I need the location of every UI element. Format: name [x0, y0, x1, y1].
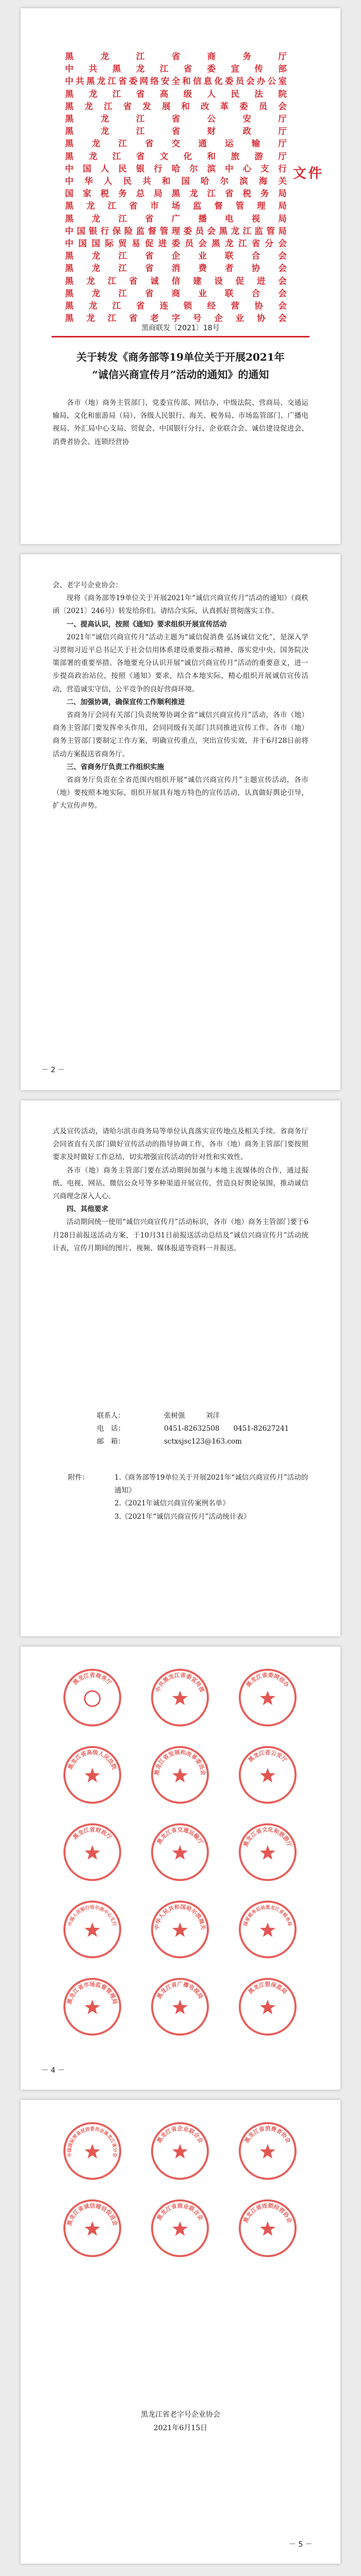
attachment-item: 1.《商务部等19单位关于开展2021年“诚信兴商宣传月”活动的通知》	[114, 1473, 308, 1495]
issue-date: 2021年6月15日	[153, 2424, 208, 2432]
page-1-body	[53, 397, 308, 449]
page-number: － 2 －	[41, 1066, 65, 1074]
seal-text: 黑龙江省消费者协会	[243, 2125, 292, 2144]
seal-star-icon	[260, 1999, 275, 2014]
seal-text: 国家税务总局黑龙江省税务局	[243, 1905, 292, 1927]
document-page-2	[21, 554, 340, 1090]
issuing-agency: 中国银行保险监督管理委员会黑龙江监管局	[65, 226, 287, 236]
page-2-body	[53, 579, 308, 813]
seal-text: 黑龙江省文化和旅游厅	[242, 1826, 293, 1848]
official-seal	[62, 1822, 123, 1883]
document-number: 黑商联发〔2021〕18号	[141, 324, 220, 332]
seal-star-icon	[85, 1922, 100, 1937]
attachment-item: 2.《2021年诚信兴商宣传案例名单》	[114, 1499, 229, 1508]
issuing-agency: 黑龙江省发展和改革委员会	[65, 101, 287, 111]
issuing-agency: 黑龙江省广播电视局	[65, 213, 287, 224]
seal-star-icon	[172, 1690, 188, 1705]
issuing-agency: 黑龙江省交通运输厅	[65, 139, 287, 149]
section-heading: 四、其他要求	[67, 1205, 108, 1214]
contact-row	[53, 1435, 308, 1448]
issuing-agency: 国家税务总局黑龙江省税务局	[65, 189, 287, 199]
seal-text: 黑龙江银保监局	[247, 1980, 289, 1995]
svg-text:黑龙江省高级人民法院	[67, 1749, 119, 1771]
seal-text: 黑龙江省连锁经营协会	[242, 2202, 293, 2224]
official-seal	[150, 1976, 210, 2037]
seal-text: 中国人民银行哈尔滨中心支行	[68, 1905, 117, 1927]
body-paragraph: 活动期间统一使用“诚信兴商宣传月”活动标识，各市（地）商务主管部门要于6月28日前报送活动方案，于10月31日前报送活动总结及“诚信兴商宣传月”活动统计表，宣传月期间的图片、视频、媒体报道等资料一并报送。	[53, 1218, 308, 1252]
seal-star-icon	[172, 1768, 188, 1782]
svg-text:黑龙江省交通运输厅	[155, 1826, 205, 1845]
official-seal	[62, 1899, 123, 1960]
body-paragraph: 各市（地）商务主管部门要在活动期间加强与本地主流媒体的合作，通过报纸、电视、网站、微信公众号等多种渠道开展宣传，营造良好舆论氛围，推动诚信兴商理念深入人心。	[53, 1166, 308, 1201]
body-paragraph: 各市（地）商务主管部门、党委宣传部、网信办、中级法院、营商局、交通运输局、文化和旅游局（局）、各级人民银行、海关、税务局、市场监管部门、广播电视局、外汇局中心支局、贸促会、中国银行分行、企业联合会、诚信建设促进会、消费者协会、连锁经营协	[53, 399, 308, 446]
official-seal	[150, 1667, 210, 1728]
body-paragraph: 会、老字号企业协会：	[53, 581, 122, 589]
issuing-agency: 中华人民共和国哈尔滨海关	[65, 176, 287, 187]
document-type-label: 文件	[293, 166, 324, 181]
seal-star-icon	[260, 1690, 275, 1705]
official-seal	[150, 1822, 210, 1883]
seal-star-icon	[172, 1922, 188, 1937]
seal-text: 黑龙江省高级人民法院	[67, 1749, 118, 1771]
seal-text: 黑龙江省委网信办	[244, 1671, 291, 1689]
seal-text: 中国国际贸易促进委员会黑龙江省分会	[67, 2126, 118, 2158]
seal-star-icon	[172, 2144, 188, 2158]
body-paragraph: 现将《商务部等19单位关于开展2021年“诚信兴商宣传月”活动的通知》（商秩函〔2021〕246号）转发给你们。请结合实际，认真抓好贯彻落实工作。	[53, 594, 308, 616]
title-line-2: “诚信兴商宣传月”活动的通知》的通知	[92, 368, 269, 381]
seal-text: 黑龙江省公安厅	[247, 1749, 289, 1764]
svg-text:黑龙江省商业联合会	[155, 2202, 205, 2222]
issuing-agency: 黑龙江省连锁经营协会	[65, 301, 287, 311]
contact-row	[53, 1410, 308, 1422]
seal-star-icon	[260, 2144, 275, 2158]
attachments-block	[53, 1471, 308, 1523]
document-title	[52, 348, 309, 383]
contact-value: 张树强 刘洋	[164, 1412, 220, 1420]
document-page-1	[21, 8, 340, 544]
official-seal	[62, 2121, 123, 2181]
contact-label: 电 话：	[97, 1425, 125, 1433]
seal-text: 黑龙江省市场监督管理局	[66, 1980, 119, 2005]
seal-star-icon	[172, 2221, 188, 2235]
official-seal	[237, 2121, 298, 2181]
official-seal	[150, 1744, 210, 1805]
official-seal	[62, 2198, 123, 2259]
contact-row	[53, 1422, 308, 1435]
svg-text:黑龙江省连锁经营协会	[242, 2202, 294, 2224]
issuing-agency: 黑龙江省诚信建设促进会	[65, 276, 287, 286]
seal-text: 黑龙江省财政厅	[71, 1826, 113, 1841]
official-seal	[62, 1744, 123, 1805]
final-signature: 黑龙江省老字号企业协会	[141, 2411, 220, 2419]
seal-star-icon	[260, 1768, 275, 1782]
issuing-agency: 中国人民银行哈尔滨中心支行	[65, 163, 287, 174]
seal-star-icon	[85, 2221, 100, 2235]
document-page-3	[21, 1100, 340, 1636]
seal-star-icon	[85, 1768, 100, 1782]
seal-text: 黑龙江省商业联合会	[155, 2202, 205, 2222]
official-seal	[62, 1976, 123, 2037]
official-seal	[150, 2121, 210, 2181]
section-heading: 三、省商务厅负责工作组织实施	[67, 762, 164, 771]
seal-text: 黑龙江省交通运输厅	[155, 1826, 205, 1845]
attachments-label: 附件：	[68, 1473, 89, 1482]
seal-star-icon	[260, 1922, 275, 1937]
body-paragraph: 省商务厅会同有关部门负责统筹协调全省“诚信兴商宣传月”活动，各市（地）商务主管部门要发挥牵头作用，会同同级有关部门共同推进宣传工作。各市（地）商务主管部门要制定工作方案，明确宣传重点，突出宣传实效，并于6月28日前将活动方案报送省商务厅。	[53, 711, 308, 758]
issuing-agency: 黑龙江省消费者协会	[65, 263, 287, 274]
contact-label: 邮 箱：	[97, 1437, 125, 1446]
svg-text:黑龙江省消费者协会	[243, 2125, 292, 2144]
seal-star-icon	[172, 1999, 188, 2014]
svg-text:黑龙江省广播电视局	[155, 1980, 204, 2000]
seal-emblem-icon	[85, 1691, 100, 1706]
section-heading: 一、提高认识，按照《通知》要求组织开展宣传活动	[67, 620, 227, 629]
svg-text:中共黑龙江省委宣传部	[154, 1671, 206, 1693]
issuing-agency: 黑龙江省老字号企业协会	[65, 313, 287, 324]
seal-text: 黑龙江省发展和改革委员会	[153, 1749, 207, 1776]
page-number: － 5 －	[289, 2540, 313, 2549]
svg-text:黑龙江省企业联合会	[155, 2125, 205, 2144]
page-number: － 4 －	[41, 2066, 65, 2075]
seal-star-icon	[85, 1845, 100, 1859]
seal-star-icon	[260, 1845, 275, 1859]
contact-value: sctxsjsc123@163.com	[164, 1437, 242, 1446]
seal-star-icon	[85, 1999, 100, 2014]
body-paragraph: 省商务厅负责在全省范围内组织开展“诚信兴商宣传月”主题宣传活动，各市（地）要按照本地实际，组织开展具有地方特色的宣传活动，认真做好舆论引导，扩大宣传声势。	[53, 776, 308, 810]
document-page-5	[21, 2100, 340, 2564]
document-page-4	[21, 1647, 340, 2090]
seal-text: 黑龙江省商务厅	[71, 1671, 113, 1686]
official-seal	[237, 1744, 298, 1805]
seal-text: 黑龙江省广播电视局	[155, 1980, 205, 2000]
issuing-agency: 黑龙江省财政厅	[65, 126, 287, 137]
issuing-agency: 黑龙江省文化和旅游厅	[65, 151, 287, 161]
official-seal	[237, 1899, 298, 1960]
issuing-agency: 中国国际贸易促进委员会黑龙江省分会	[65, 239, 287, 249]
contact-block	[53, 1410, 308, 1449]
contact-value: 0451-82632508 0451-82627241	[164, 1425, 289, 1433]
seal-text: 中华人民共和国哈尔滨海关	[153, 1903, 207, 1930]
title-line-1: 关于转发《商务部等19单位关于开展2021年	[76, 351, 285, 363]
issuing-agency: 黑龙江省市场监督管理局	[65, 201, 287, 211]
official-seal	[150, 2198, 210, 2259]
attachment-item: 3.《2021年“诚信兴商宣传月”活动统计表》	[114, 1512, 251, 1521]
issuing-agency: 黑龙江省商业联合会	[65, 288, 287, 298]
official-seal	[62, 1667, 123, 1728]
official-seal	[237, 1667, 298, 1728]
official-seal	[237, 2198, 298, 2259]
section-heading: 二、加强协调，确保宣传工作顺利推进	[67, 698, 185, 706]
seal-text: 黑龙江省企业联合会	[155, 2125, 205, 2144]
contact-label: 联系人：	[97, 1412, 125, 1420]
issuing-agencies-list	[65, 50, 287, 325]
official-seals-grid	[21, 1667, 340, 2059]
official-seal	[150, 1899, 210, 1960]
official-seals-grid	[21, 2121, 340, 2285]
official-seal	[237, 1976, 298, 2037]
issuing-agency: 黑龙江省高级人民法院	[65, 89, 287, 99]
red-divider-line	[52, 336, 309, 337]
issuing-agency: 黑龙江省商务厅	[65, 52, 287, 61]
issuing-agency: 黑龙江省企业联合会	[65, 251, 287, 261]
seal-text: 黑龙江省诚信建设促进会	[66, 2202, 119, 2227]
issuing-agency: 中共黑龙江省委宣传部	[65, 64, 287, 74]
seal-star-icon	[85, 2144, 100, 2158]
body-paragraph: 式及宣传活动，请哈尔滨市商务局等单位认真落实宣传地点及相关手续。省商务厅会同省直有关部门做好宣传活动的指导协调工作，各市（地）商务主管部门要按照要求及时做好工作总结，切实增强宣传活动的针对性和实效性。	[53, 1127, 308, 1162]
attachments-list	[114, 1471, 308, 1523]
seal-star-icon	[172, 1845, 188, 1859]
issuing-agency: 黑龙江省公安厅	[65, 114, 287, 124]
seal-star-icon	[260, 2221, 275, 2235]
seal-text: 中共黑龙江省委宣传部	[154, 1671, 206, 1693]
page-3-body	[53, 1125, 308, 1255]
official-seal	[237, 1822, 298, 1883]
body-paragraph: 2021年“诚信兴商宣传月”活动主题为“诚信促消费 弘扬诚信文化”，是深入学习贯彻习近平总书记关于社会信用体系建设重要指示精神、落实党中央、国务院决策部署的重要举措。各地要充分认识开展“诚信兴商宣传月”活动的重要意义，进一步提高政治站位，按照《通知》要求，结合本地实际，精心组织开展诚信宣传活动，营造诚实守信、公平竞争的良好营商环境。	[53, 633, 308, 693]
svg-text:黑龙江省文化和旅游厅	[242, 1825, 294, 1848]
issuing-agency: 中共黑龙江省委网络安全和信息化委员会办公室	[65, 76, 287, 87]
